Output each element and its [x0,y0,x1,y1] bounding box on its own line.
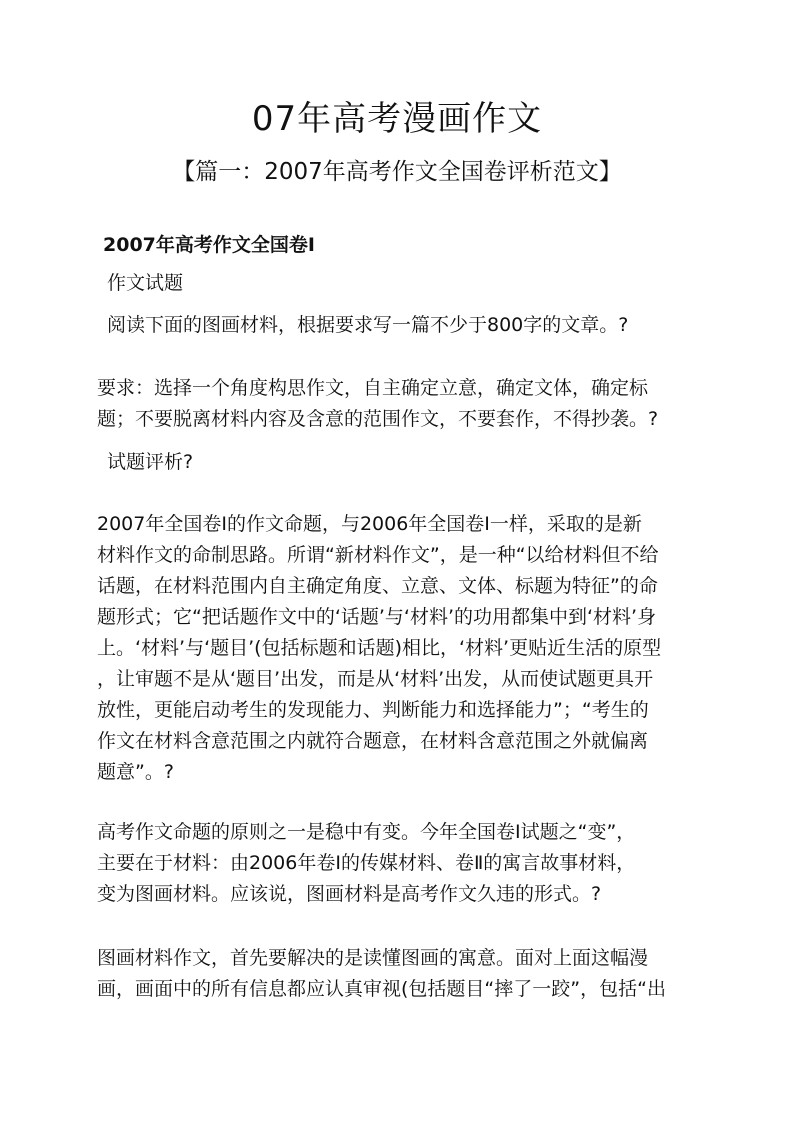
document-subtitle: 【篇一：2007年高考作文全国卷评析范文】 [172,159,622,185]
paragraph-line: 题形式；它“把话题作文中的‘话题’与‘材料’的功用都集中到‘材料’身 [97,606,657,628]
paragraph-line: 主要在于材料：由2006年卷Ⅰ的传媒材料、卷Ⅱ的寓言故事材料， [97,852,636,874]
paragraph-line: 材料作文的命制思路。所谓“新材料作文”，是一种“以给材料但不给 [97,544,659,566]
paragraph-line: 放性，更能启动考生的发现能力、判断能力和选择能力”；“考生的 [97,699,649,721]
paragraph-line: 题意”。? [97,761,174,783]
requirements-paragraph [97,373,697,435]
paragraph-line: 题；不要脱离材料内容及含意的范围作文，不要套作，不得抄袭。? [97,408,659,430]
analysis-paragraph-2 [97,817,697,910]
paragraph-line: 图画材料作文，首先要解决的是读懂图画的寓意。面对上面这幅漫 [97,947,649,969]
analysis-title: 试题评析? [107,451,194,473]
section-heading: 2007年高考作文全国卷Ⅰ [103,234,315,256]
paragraph-line: 上。‘材料’与‘题目’(包括标题和话题)相比，‘材料’更贴近生活的原型 [97,637,662,659]
paragraph-line: 2007年全国卷Ⅰ的作文命题，与2006年全国卷Ⅰ一样，采取的是新 [97,513,642,535]
paragraph-line: 要求：选择一个角度构思作文，自主确定立意，确定文体，确定标 [97,377,649,399]
paragraph-line: 高考作文命题的原则之一是稳中有变。今年全国卷Ⅰ试题之“变”， [97,821,636,843]
analysis-paragraph-1 [97,509,697,788]
document-title: 07年高考漫画作文 [251,99,543,139]
essay-prompt: 阅读下面的图画材料，根据要求写一篇不少于800字的文章。? [107,314,629,336]
essay-topic-title: 作文试题 [107,272,184,294]
paragraph-line: 变为图画材料。应该说，图画材料是高考作文久违的形式。? [97,883,602,905]
paragraph-line: 话题，在材料范围内自主确定角度、立意、文体、标题为特征”的命 [97,575,658,597]
paragraph-line: 画，画面中的所有信息都应认真审视(包括题目“摔了一跤”，包括“出 [97,978,666,1000]
paragraph-line: 作文在材料含意范围之内就符合题意，在材料含意范围之外就偏离 [97,730,649,752]
analysis-paragraph-3 [97,943,697,1005]
paragraph-line: ，让审题不是从‘题目’出发，而是从‘材料’出发，从而使试题更具开 [97,668,654,690]
